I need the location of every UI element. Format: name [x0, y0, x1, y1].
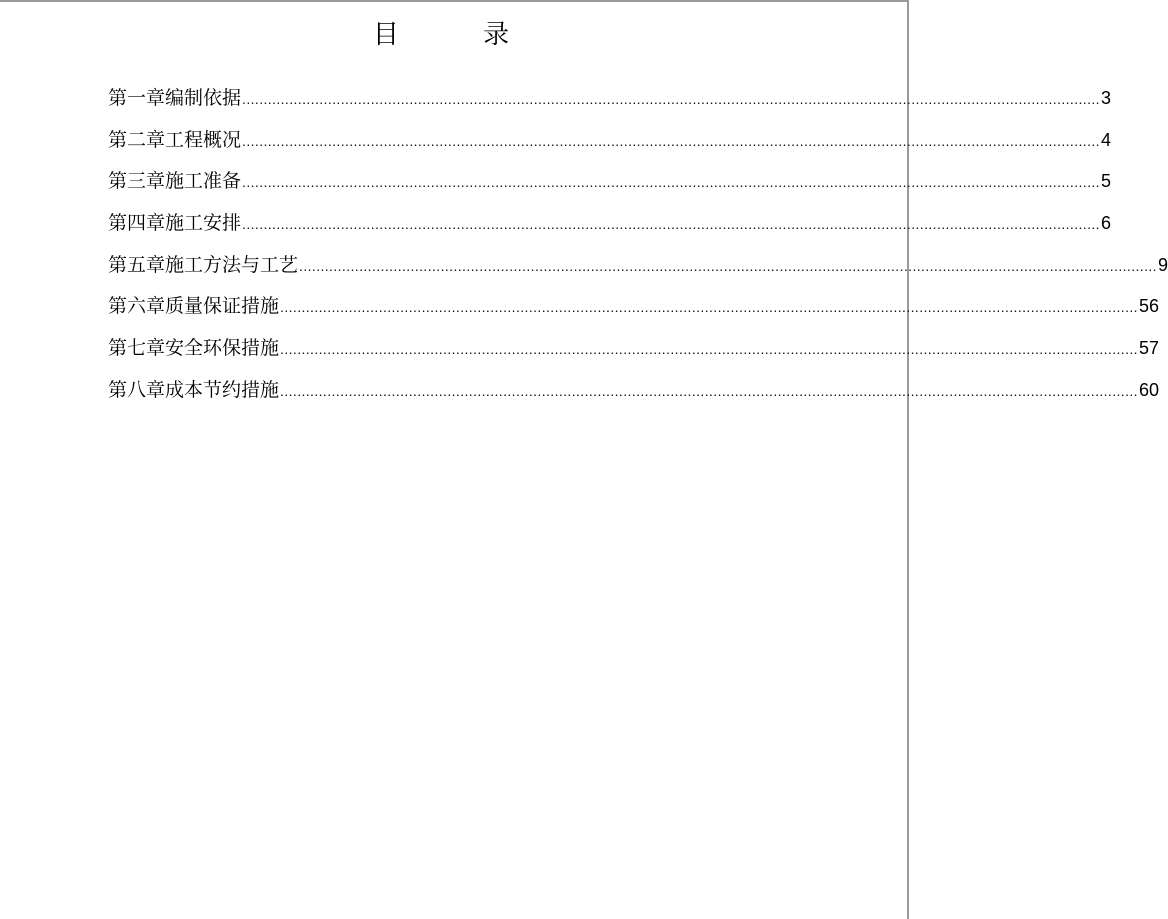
toc-page-number: 4	[1100, 129, 1111, 150]
toc-page-number: 57	[1138, 338, 1159, 359]
toc-entry[interactable]	[108, 334, 1159, 376]
toc-entry[interactable]	[108, 167, 1111, 209]
toc-chapter-number: 第一章	[108, 87, 166, 109]
toc-page-number: 6	[1100, 213, 1111, 234]
toc-title: 目 录	[372, 20, 548, 50]
toc-page-number: 60	[1138, 379, 1159, 400]
toc-dot-leader: ........................................................................................................................................................................................................	[242, 91, 1100, 107]
toc-dot-leader: ........................................................................................................................................................................................................	[242, 216, 1100, 233]
toc-chapter-title: 施工安排	[165, 212, 242, 235]
toc-chapter-title: 成本节约措施	[165, 378, 280, 401]
toc-chapter-title: 质量保证措施	[165, 295, 280, 318]
toc-chapter-title: 编制依据	[165, 87, 242, 109]
toc-entry[interactable]	[108, 209, 1111, 251]
toc-dot-leader: ........................................................................................................................................................................................................	[280, 341, 1138, 358]
toc-page-number: 9	[1157, 254, 1168, 275]
toc-entry[interactable]	[108, 376, 1159, 418]
toc-chapter-title: 施工方法与工艺	[165, 253, 299, 276]
toc-chapter-title: 施工准备	[165, 170, 242, 193]
toc-page-number: 5	[1100, 171, 1111, 192]
toc-chapter-number: 第四章	[108, 212, 166, 235]
toc-entry[interactable]	[108, 84, 1111, 126]
toc-chapter-number: 第八章	[108, 378, 166, 401]
toc-dot-leader: ........................................................................................................................................................................................................	[299, 257, 1157, 274]
toc-dot-leader: ........................................................................................................................................................................................................	[242, 174, 1100, 191]
toc-entry[interactable]	[108, 292, 1159, 334]
toc-page-number: 3	[1100, 88, 1111, 108]
toc-page-number: 56	[1138, 296, 1159, 317]
toc-chapter-number: 第七章	[108, 337, 166, 360]
toc-entry[interactable]	[108, 126, 1111, 168]
toc-entry[interactable]	[108, 251, 1168, 293]
toc-chapter-number: 第三章	[108, 170, 166, 193]
toc-chapter-title: 工程概况	[165, 128, 242, 151]
toc-chapter-title: 安全环保措施	[165, 337, 280, 360]
table-of-contents	[108, 84, 1168, 418]
toc-chapter-number: 第五章	[108, 253, 166, 276]
toc-chapter-number: 第六章	[108, 295, 166, 318]
toc-dot-leader: ........................................................................................................................................................................................................	[280, 382, 1138, 399]
toc-dot-leader: ........................................................................................................................................................................................................	[280, 299, 1138, 316]
toc-dot-leader: ........................................................................................................................................................................................................	[242, 132, 1100, 149]
toc-chapter-number: 第二章	[108, 128, 166, 151]
